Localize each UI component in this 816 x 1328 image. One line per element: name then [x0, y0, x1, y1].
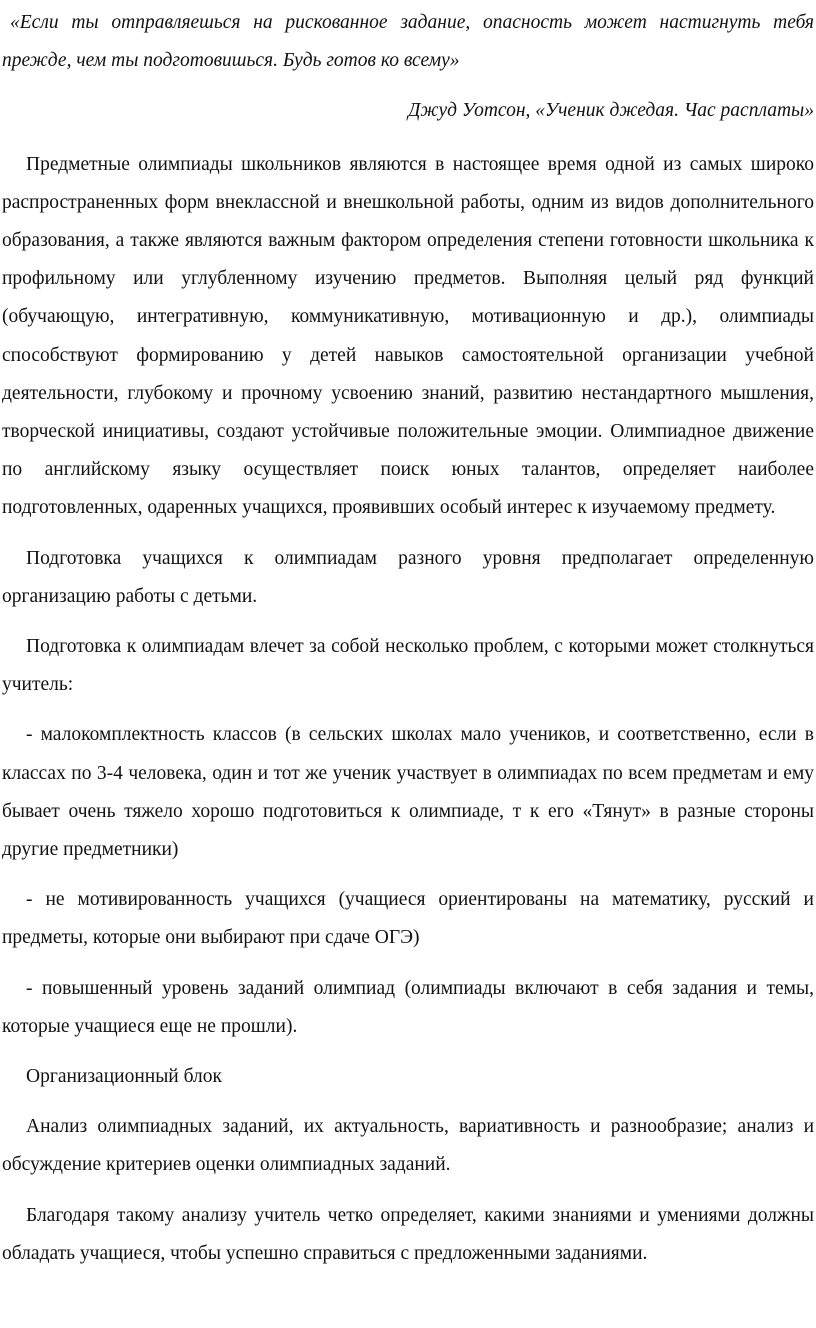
paragraph-preparation-organization: Подготовка учащихся к олимпиадам разного уровня предполагает определенную организацию работы с детьми.: [2, 547, 814, 607]
section-heading-organizational-block: Организационный блок: [26, 1066, 223, 1088]
epigraph-attribution: Джуд Уотсон, «Ученик джедая. Час расплаты»: [407, 100, 814, 122]
list-item-difficulty: - повышенный уровень заданий олимпиад (олимпиады включают в себя задания и темы, которые учащиеся еще не прошли).: [2, 977, 814, 1037]
paragraph-analysis-benefit: Благодаря такому анализу учитель четко определяет, какими знаниями и умениями должны обладать учащиеся, чтобы успешно справиться с предложенными заданиями.: [2, 1204, 814, 1264]
paragraph-olympiads-intro: Предметные олимпиады школьников являются в настоящее время одной из самых широко распространенных форм внеклассной и внешкольной работы, одним из видов дополнительного образования, а также являются важным фактором определения степени готовности школьника к профильному или углубленному изучению предметов. Выполняя целый ряд функций (обучающую, интегративную, коммуникативную, мотивационную и др.), олимпиады способствуют формированию у детей навыков самостоятельной организации учебной деятельности, глубокому и прочному усвоению знаний, развитию нестандартного мышления, творческой инициативы, создают устойчивые положительные эмоции. Олимпиадное движение по английскому языку осуществляет поиск юных талантов, определяет наиболее подготовленных, одаренных учащихся, проявивших особый интерес к изучаемому предмету.: [2, 153, 814, 519]
list-item-motivation: - не мотивированность учащихся (учащиеся ориентированы на математику, русский и предметы, которые они выбирают при сдаче ОГЭ): [2, 889, 814, 949]
list-item-small-classes: - малокомплектность классов (в сельских школах мало учеников, и соответственно, если в классах по 3-4 человека, один и тот же ученик участвует в олимпиадах по всем предметам и ему бывает очень тяжело хорошо подготовиться к олимпиаде, т к его «Тянут» в разные стороны другие предметники): [2, 724, 814, 861]
paragraph-task-analysis: Анализ олимпиадных заданий, их актуальность, вариативность и разнообразие; анализ и обсуждение критериев оценки олимпиадных заданий.: [2, 1116, 814, 1176]
paragraph-problems-intro: Подготовка к олимпиадам влечет за собой несколько проблем, с которыми может столкнуться учитель:: [2, 636, 814, 696]
epigraph: «Если ты отправляешься на рискованное задание, опасность может настигнуть тебя прежде, чем ты подготовишься. Будь готов ко всему»: [2, 12, 814, 72]
